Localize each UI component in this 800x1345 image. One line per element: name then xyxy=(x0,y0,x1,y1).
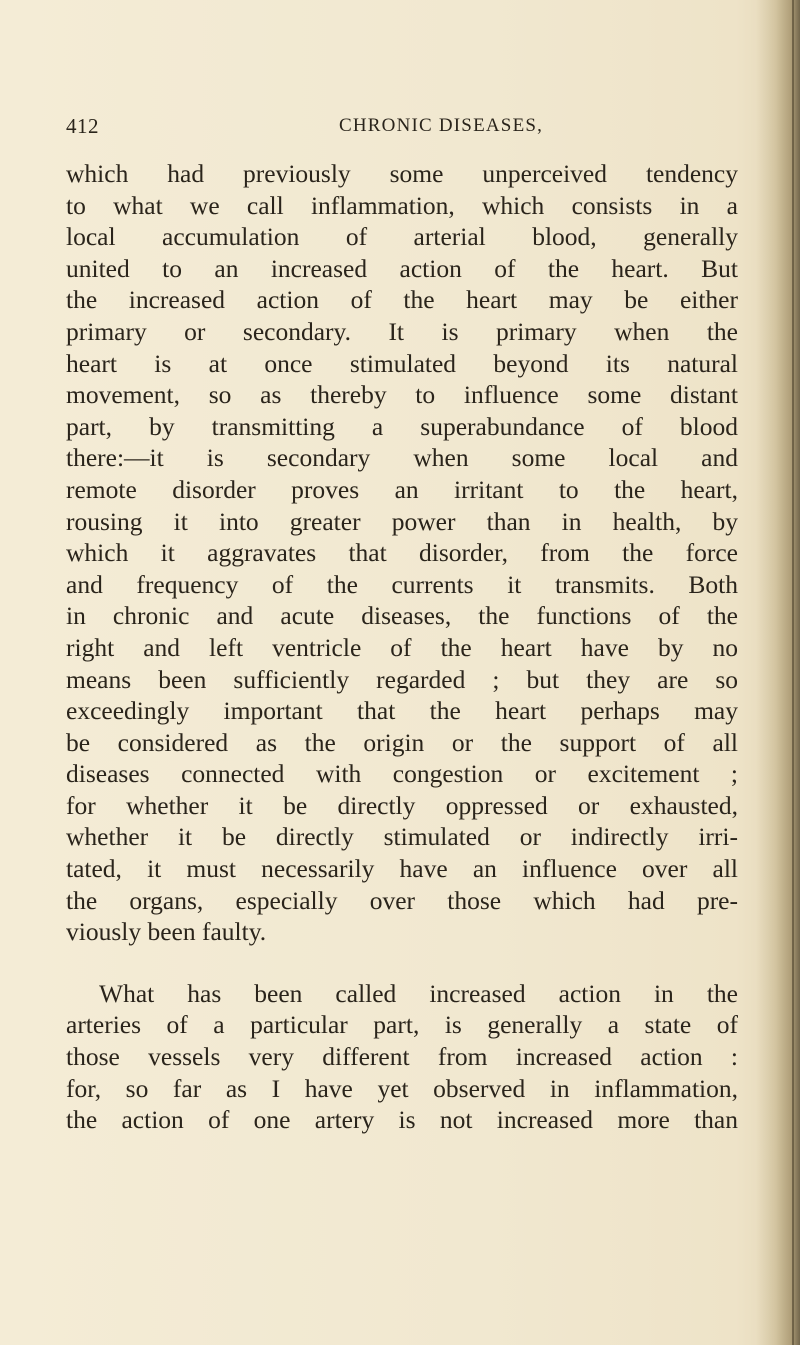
paragraph-gap xyxy=(66,948,738,978)
text-line: diseases connected with congestion or excitement ; xyxy=(66,759,738,789)
text-line: viously been faulty. xyxy=(66,917,267,947)
text-line: which it aggravates that disorder, from the force xyxy=(66,538,738,568)
text-line: there:—it is secondary when some local and xyxy=(66,443,738,473)
text-line: for whether it be directly oppressed or exhausted, xyxy=(66,790,738,820)
paragraph xyxy=(66,978,738,1136)
text-line: primary or secondary. It is primary when the xyxy=(66,316,738,346)
page-edge-line xyxy=(792,0,794,1345)
text-line: in chronic and acute diseases, the functions of the xyxy=(66,601,738,631)
text-line: arteries of a particular part, is generally a state of xyxy=(66,1010,738,1040)
page-number: 412 xyxy=(66,114,99,138)
text-line: local accumulation of arterial blood, generally xyxy=(66,222,738,252)
text-line: tated, it must necessarily have an influence over all xyxy=(66,854,738,884)
text-line: part, by transmitting a superabundance of blood xyxy=(66,411,738,441)
text-line: remote disorder proves an irritant to the heart, xyxy=(66,474,738,504)
text-line: the organs, especially over those which had pre- xyxy=(66,885,738,915)
text-line: those vessels very different from increased action : xyxy=(66,1042,738,1072)
text-line: united to an increased action of the heart. But xyxy=(66,253,738,283)
text-line: movement, so as thereby to influence some distant xyxy=(66,380,738,410)
text-line: means been sufficiently regarded ; but they are so xyxy=(66,664,738,694)
text-line: the increased action of the heart may be either xyxy=(66,285,738,315)
text-line: What has been called increased action in the xyxy=(99,978,738,1008)
body-text xyxy=(66,158,738,1136)
text-line: right and left ventricle of the heart have by no xyxy=(66,632,738,662)
text-line: heart is at once stimulated beyond its natural xyxy=(66,348,738,378)
text-line: for, so far as I have yet observed in inflammation, xyxy=(66,1073,738,1103)
text-line: exceedingly important that the heart perhaps may xyxy=(66,696,738,726)
text-line: whether it be directly stimulated or indirectly irri- xyxy=(66,822,738,852)
text-line: the action of one artery is not increased more than xyxy=(66,1105,738,1135)
running-head: CHRONIC DISEASES, xyxy=(339,115,544,136)
paragraph xyxy=(66,158,738,948)
text-line: rousing it into greater power than in health, by xyxy=(66,506,738,536)
text-line: and frequency of the currents it transmits. Both xyxy=(66,569,738,599)
text-line: which had previously some unperceived tendency xyxy=(66,159,738,188)
text-line: to what we call inflammation, which consists in a xyxy=(66,190,738,220)
page-header xyxy=(66,114,738,144)
text-line: be considered as the origin or the support of all xyxy=(66,727,738,757)
